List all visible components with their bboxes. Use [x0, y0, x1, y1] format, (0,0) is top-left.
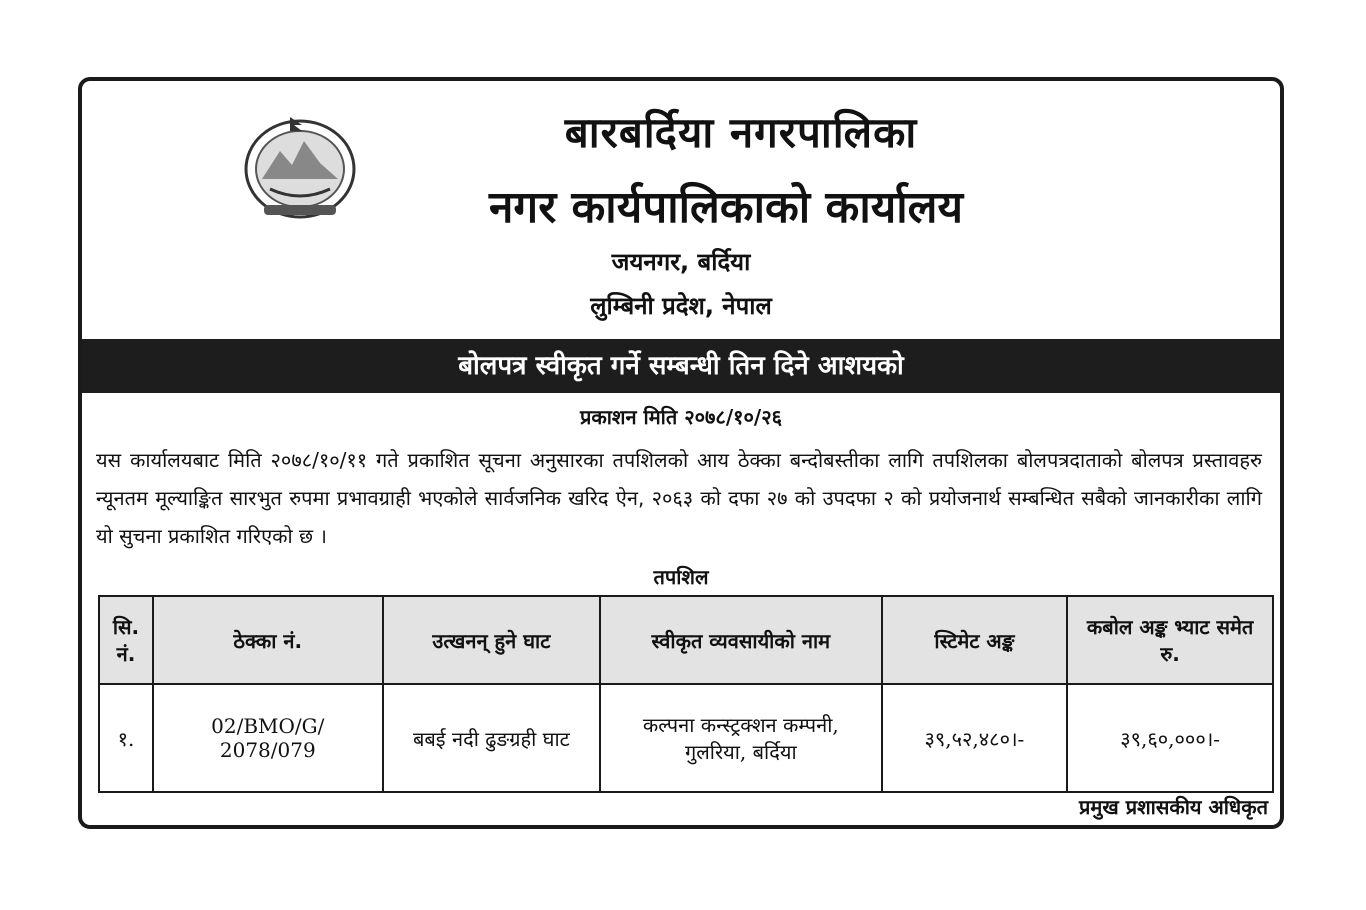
- col-header-estimate: स्टिमेट अङ्क: [882, 596, 1068, 684]
- col-header-vendor: स्वीकृत व्यवसायीको नाम: [600, 596, 881, 684]
- signatory: प्रमुख प्रशासकीय अधिकृत: [1079, 795, 1268, 819]
- col-header-contract-no: ठेक्का नं.: [153, 596, 383, 684]
- notice-frame: [78, 77, 1284, 829]
- cell-estimate: ३९,५२,४८०।-: [882, 684, 1068, 792]
- cell-serial: १.: [99, 684, 153, 792]
- cell-ghat: बबई नदी ढुङग्रही घाट: [383, 684, 601, 792]
- cell-contract-no: 02/BMO/G/ 2078/079: [153, 684, 383, 792]
- address-line-2: लुम्बिनी प्रदेश, नेपाल: [590, 292, 772, 320]
- notice-heading: बोलपत्र स्वीकृत गर्ने सम्बन्धी तिन दिने आशयको: [82, 339, 1280, 393]
- notice-body: यस कार्यालयबाट मिति २०७८/१०/११ गते प्रकाशित सूचना अनुसारका तपशिलको आय ठेक्का बन्दोबस्तीका लागि तपशिलका बोलपत्रदाताको बोलपत्र प्रस्तावहरु न्यूनतम मूल्याङ्कित सारभुत रुपमा प्रभावग्राही भएकोले सार्वजनिक खरिद ऐन, २०६३ को दफा २७ को उपदफा २ को प्रयोजनार्थ सम्बन्धित सबैको जानकारीका लागि यो सुचना प्रकाशित गरिएको छ ।: [96, 448, 1262, 548]
- office-name: नगर कार्यपालिकाको कार्यालय: [489, 182, 963, 233]
- cell-bid-amount: ३९,६०,०००।-: [1067, 684, 1273, 792]
- cell-vendor: कल्पना कन्स्ट्रक्शन कम्पनी, गुलरिया, बर्दिया: [600, 684, 881, 792]
- table-row: [99, 684, 1273, 792]
- schedule-label: तपशिल: [653, 565, 709, 589]
- address-line-1: जयनगर, बर्दिया: [611, 248, 751, 276]
- col-header-serial: सि. नं.: [99, 596, 153, 684]
- notice-header: [82, 81, 1280, 339]
- col-header-bid-amount: कबोल अङ्क भ्याट समेत रु.: [1067, 596, 1273, 684]
- publication-date: प्रकाशन मिति २०७८/१०/२६: [579, 405, 783, 429]
- table-header-row: [99, 596, 1273, 684]
- award-table: [98, 595, 1274, 793]
- col-header-ghat: उत्खनन् हुने घाट: [383, 596, 601, 684]
- org-name: बारबर्दिया नगरपालिका: [564, 108, 918, 157]
